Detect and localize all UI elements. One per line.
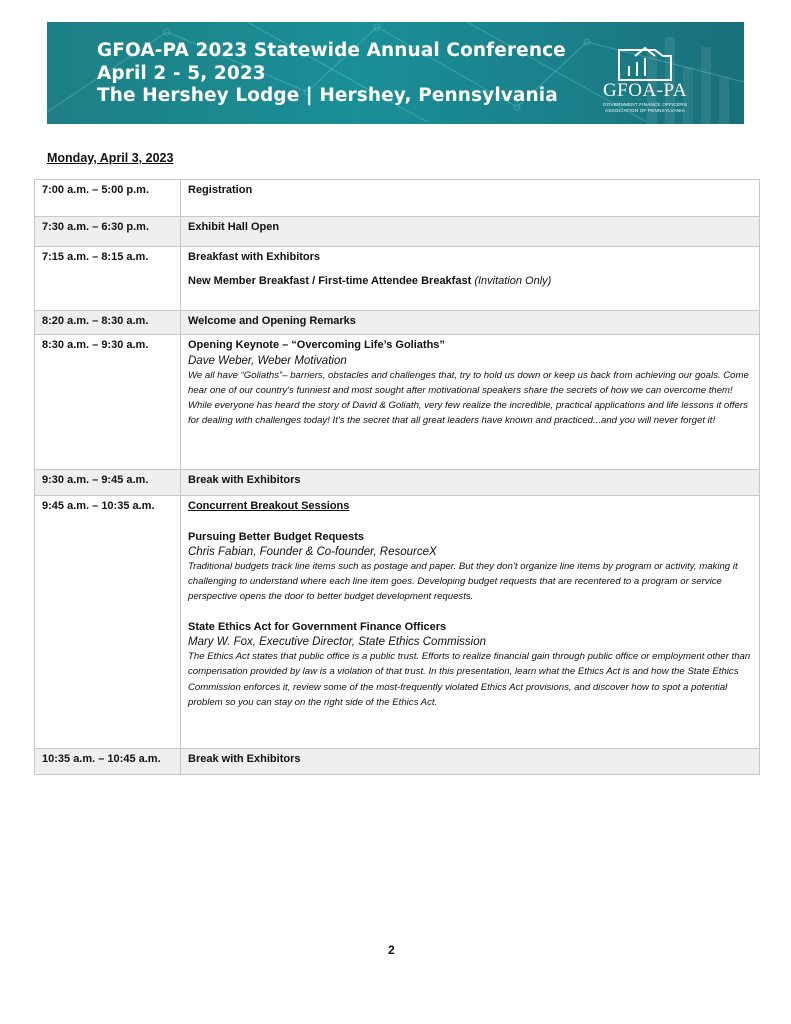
conference-dates: April 2 - 5, 2023 <box>97 62 266 84</box>
logo-tagline: GOVERNMENT FINANCE OFFICERS ASSOCIATION OF PENNSYLVANIA <box>602 102 688 113</box>
time-cell: 7:15 a.m. – 8:15 a.m. <box>35 247 181 311</box>
conference-banner <box>47 22 744 124</box>
event-title: Breakfast with Exhibitors <box>188 251 321 263</box>
event-subtitle <box>188 274 752 290</box>
event-title: Opening Keynote – “Overcoming Life’s Goliaths” <box>188 339 445 351</box>
time-cell: 8:30 a.m. – 9:30 a.m. <box>35 335 181 470</box>
event-title: Concurrent Breakout Sessions <box>188 500 350 512</box>
event-title-2: New Member Breakfast / First-time Attendee Breakfast <box>188 274 472 287</box>
speaker-name: Chris Fabian, Founder & Co-founder, ResourceX <box>188 546 437 558</box>
event-title: Welcome and Opening Remarks <box>181 311 760 335</box>
event-cell <box>181 496 760 749</box>
time-cell: 7:00 a.m. – 5:00 p.m. <box>35 180 181 217</box>
event-title: Exhibit Hall Open <box>181 217 760 247</box>
session-description: We all have “Goliaths”– barriers, obstacles and challenges that, try to hold us down or keep us back from achieving our goals. Come hear one of our country's funniest and most sought after motivational speakers share the secrets of how we can overcome them! While everyone has heard the story of David & Goliath, very few realize the incredible, practical applications and life lessons it offers for dealing with challenges today! It's the secret that all great leaders have known and practiced...and you will never forget it! <box>188 369 749 427</box>
event-note: (Invitation Only) <box>474 274 552 287</box>
table-row <box>35 335 760 470</box>
speaker-name: Mary W. Fox, Executive Director, State Ethics Commission <box>188 636 487 649</box>
table-row <box>35 217 760 247</box>
speaker-name: Dave Weber, Weber Motivation <box>188 354 347 367</box>
time-cell: 8:20 a.m. – 8:30 a.m. <box>35 311 181 335</box>
table-row <box>35 749 760 775</box>
event-cell <box>181 335 760 470</box>
day-heading: Monday, April 3, 2023 <box>47 151 174 165</box>
table-row <box>35 470 760 496</box>
table-row <box>35 311 760 335</box>
logo-building-icon <box>595 42 695 82</box>
session-description: The Ethics Act states that public office is a public trust. Efforts to realize financial gain through public office or employment other than compensation provided by law is a violation of that trust. In this presentation, learn what the Ethics Act is and how the State Ethics Commission enforces it, review some of the most-frequently violated Ethics Act provisions, and discover how to spot a potential problem so you can stay on the right side of the Ethics Act. <box>188 651 751 708</box>
event-title: Break with Exhibitors <box>181 470 760 496</box>
logo-wordmark: GFOA-PA <box>602 80 688 101</box>
conference-title: GFOA-PA 2023 Statewide Annual Conference <box>97 40 566 61</box>
session-title: State Ethics Act for Government Finance Officers <box>188 620 447 633</box>
table-row <box>35 180 760 217</box>
page-number: 2 <box>388 943 395 957</box>
event-title: Registration <box>181 180 760 217</box>
time-cell: 10:35 a.m. – 10:45 a.m. <box>35 749 181 775</box>
table-row <box>35 496 760 749</box>
session-title: Pursuing Better Budget Requests <box>188 530 365 543</box>
time-cell: 9:45 a.m. – 10:35 a.m. <box>35 496 181 749</box>
gfoa-pa-logo <box>595 42 695 114</box>
time-cell: 7:30 a.m. – 6:30 p.m. <box>35 217 181 247</box>
table-row <box>35 247 760 311</box>
banner-title-block <box>97 40 566 108</box>
event-title: Break with Exhibitors <box>181 749 760 775</box>
schedule-table <box>34 179 760 775</box>
conference-venue: The Hershey Lodge | Hershey, Pennsylvania <box>97 85 558 106</box>
event-cell <box>181 247 760 311</box>
session-description: Traditional budgets track line items such as postage and paper. But they don’t organize line items by program or activity, making it challenging to understand where each line item goes. Developing budget requests that are recentered to a program or service perspective opens the door to better budget development requests. <box>188 561 738 603</box>
time-cell: 9:30 a.m. – 9:45 a.m. <box>35 470 181 496</box>
